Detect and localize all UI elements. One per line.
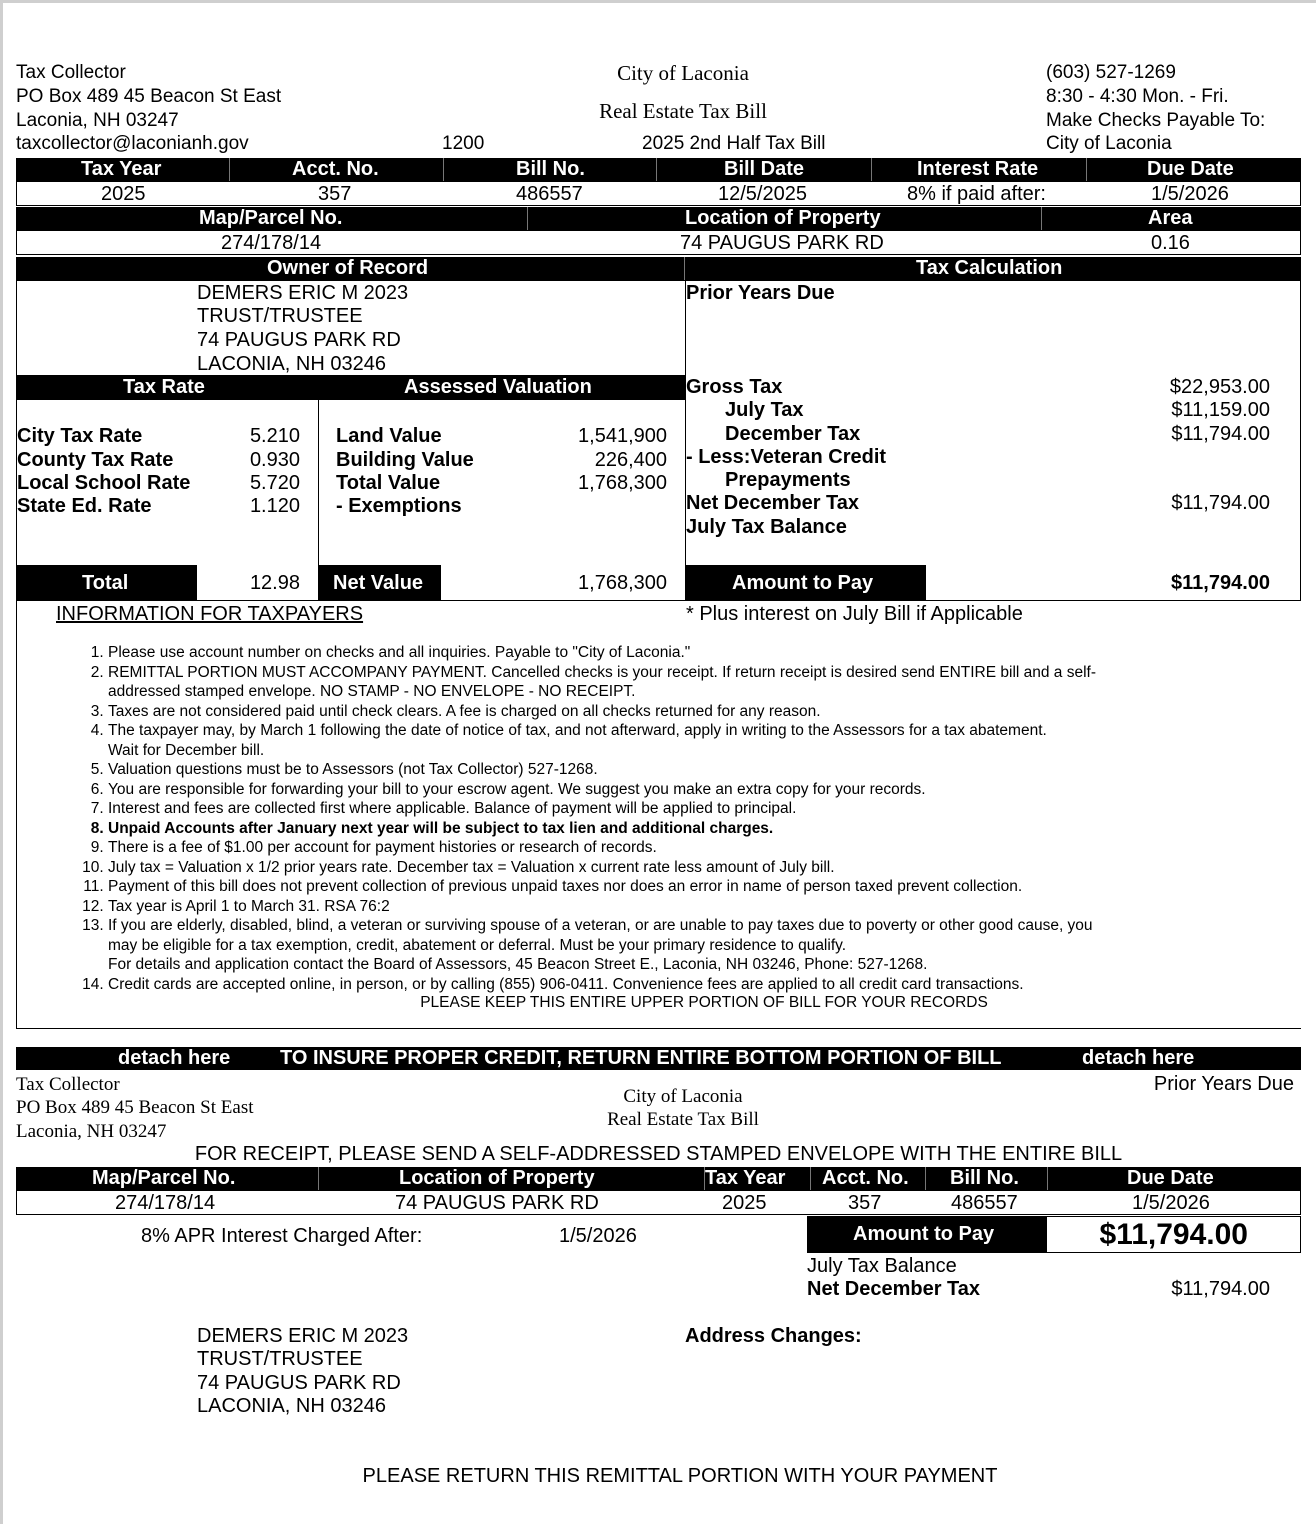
info-item-9: 9. There is a fee of $1.00 per account for payment histories or research of records.: [108, 838, 1118, 858]
bill-no-label: Bill No.: [516, 158, 585, 180]
prior-years-due-label: Prior Years Due: [686, 282, 835, 304]
owner-calc-header-bar: [16, 257, 1301, 280]
address-changes-label: Address Changes:: [685, 1325, 862, 1347]
tax-rate-total-bar: [16, 565, 197, 601]
info-item-13-details: For details and application contact the Board of Assessors, 45 Beacon Street E., Laconia, NH 03246, Phone: 527-1268.: [108, 956, 928, 973]
detach-instruction: TO INSURE PROPER CREDIT, RETURN ENTIRE BOTTOM PORTION OF BILL: [280, 1047, 1002, 1069]
land-value-value: 1,541,900: [578, 425, 667, 447]
info-item-12: 12. Tax year is April 1 to March 31. RSA 76:2: [108, 897, 1118, 917]
stub-bill-type: Real Estate Tax Bill: [607, 1109, 759, 1130]
net-december-tax-label: Net December Tax: [686, 492, 860, 514]
gross-tax-label: Gross Tax: [686, 376, 783, 398]
interest-rate-value: 8% if paid after:: [907, 183, 1046, 205]
payable-to-name: City of Laconia: [1046, 133, 1172, 154]
july-tax-balance-label: July Tax Balance: [686, 516, 847, 538]
info-item-7: 7. Interest and fees are collected first where applicable. Balance of payment will be applied to principal.: [108, 799, 1118, 819]
building-value-value: 226,400: [594, 449, 667, 471]
detach-left: detach here: [118, 1047, 231, 1069]
city-title: City of Laconia: [617, 61, 749, 85]
stub-amount-value: $11,794.00: [1099, 1218, 1248, 1251]
office-phone: (603) 527-1269: [1046, 62, 1176, 83]
rate-valuation-header-bar: [16, 376, 685, 399]
state-ed-rate-value: 1.120: [249, 495, 300, 517]
july-tax-label: July Tax: [725, 399, 804, 421]
info-item-2: 2. REMITTAL PORTION MUST ACCOMPANY PAYMENT. Cancelled checks is your receipt. If return receipt is desired send ENTIRE bill and a self-addressed stamped envelope. NO STAMP - NO ENVELOPE - NO RECEIPT.: [108, 663, 1118, 702]
info-item-11: 11. Payment of this bill does not prevent collection of previous unpaid taxes nor does an error in name of person taxed prevent collection.: [108, 877, 1118, 897]
stub-receipt-note: FOR RECEIPT, PLEASE SEND A SELF-ADDRESSED STAMPED ENVELOPE WITH THE ENTIRE BILL: [194, 1143, 1123, 1165]
stub-bill-no-value: 486557: [951, 1192, 1018, 1214]
land-value-label: Land Value: [336, 425, 442, 447]
stub-due-date-value: 1/5/2026: [1132, 1192, 1210, 1214]
stub-collector-city: Laconia, NH 03247: [16, 1121, 167, 1142]
collector-email[interactable]: taxcollector@laconianh.gov: [16, 133, 249, 154]
stub-city-title: City of Laconia: [623, 1086, 743, 1107]
tax-year-label: Tax Year: [81, 158, 162, 180]
bill-date-label: Bill Date: [724, 158, 805, 180]
city-tax-rate-value: 5.210: [249, 425, 300, 447]
area-label: Area: [1148, 207, 1193, 229]
local-school-rate-label: Local School Rate: [17, 472, 191, 494]
gross-tax-value: $22,953.00: [1169, 376, 1270, 398]
stub-owner-line-4: LACONIA, NH 03246: [197, 1395, 386, 1417]
location-label: Location of Property: [685, 207, 881, 229]
stub-due-date-label: Due Date: [1127, 1167, 1214, 1189]
map-parcel-label: Map/Parcel No.: [199, 207, 343, 229]
stub-owner-line-2: TRUST/TRUSTEE: [197, 1348, 363, 1370]
stub-map-parcel-label: Map/Parcel No.: [92, 1167, 236, 1189]
owner-line-3: 74 PAUGUS PARK RD: [197, 329, 401, 351]
bill-type-title: Real Estate Tax Bill: [599, 99, 767, 123]
stub-owner-line-3: 74 PAUGUS PARK RD: [197, 1372, 401, 1394]
owner-line-4: LACONIA, NH 03246: [197, 353, 386, 375]
december-tax-label: December Tax: [725, 423, 861, 445]
total-value-value: 1,768,300: [578, 472, 667, 494]
collector-name: Tax Collector: [16, 62, 126, 83]
stub-location-label: Location of Property: [399, 1167, 595, 1189]
info-item-13: [108, 916, 1118, 975]
net-value-label: Net Value: [333, 572, 424, 594]
due-date-value: 1/5/2026: [1151, 183, 1229, 205]
building-value-label: Building Value: [336, 449, 474, 471]
owner-line-1: DEMERS ERIC M 2023: [197, 282, 409, 304]
info-item-14: 14. Credit cards are accepted online, in person, or by calling (855) 906-0411. Convenience fees are applied to all credit card transactions.: [108, 975, 1118, 995]
collector-address: PO Box 489 45 Beacon St East: [16, 86, 282, 107]
info-item-3: 3. Taxes are not considered paid until check clears. A fee is charged on all checks returned for any reason.: [108, 702, 1118, 722]
tax-rate-total-value: 12.98: [249, 572, 300, 594]
bill-no-value: 486557: [516, 183, 583, 205]
exemptions-label: - Exemptions: [336, 495, 462, 517]
owner-label: Owner of Record: [267, 257, 429, 279]
total-value-label: Total Value: [336, 472, 441, 494]
amount-to-pay-label: Amount to Pay: [732, 572, 874, 594]
stub-prior-years-due: Prior Years Due: [1153, 1073, 1294, 1095]
due-date-label: Due Date: [1147, 158, 1234, 180]
assessed-valuation-label: Assessed Valuation: [404, 376, 592, 398]
county-tax-rate-label: County Tax Rate: [17, 449, 174, 471]
detach-right: detach here: [1082, 1047, 1195, 1069]
keep-note: PLEASE KEEP THIS ENTIRE UPPER PORTION OF BILL FOR YOUR RECORDS: [420, 994, 988, 1011]
stub-net-december-tax-label: Net December Tax: [807, 1278, 981, 1300]
stub-location-value: 74 PAUGUS PARK RD: [395, 1192, 599, 1214]
acct-no-label: Acct. No.: [292, 158, 379, 180]
stub-acct-no-value: 357: [848, 1192, 882, 1214]
stub-acct-no-label: Acct. No.: [822, 1167, 909, 1189]
info-item-6: 6. You are responsible for forwarding your bill to your escrow agent. We suggest you make an extra copy for your records.: [108, 780, 1118, 800]
interest-note: * Plus interest on July Bill if Applicable: [686, 603, 1023, 625]
bill-code: 1200: [442, 133, 485, 154]
info-item-4: 4. The taxpayer may, by March 1 following the date of notice of tax, and not afterward, apply in writing to the Assessors for a tax abatement. Wait for December bill.: [108, 721, 1118, 760]
net-december-tax-value: $11,794.00: [1171, 492, 1270, 514]
area-value: 0.16: [1151, 232, 1190, 254]
page-frame-top: [0, 0, 1316, 3]
stub-amount-label: Amount to Pay: [853, 1223, 995, 1245]
bill-period: 2025 2nd Half Tax Bill: [642, 133, 826, 154]
tax-rate-label: Tax Rate: [123, 376, 205, 398]
prepayments-label: Prepayments: [725, 469, 851, 491]
net-value-bar: [319, 565, 441, 601]
info-item-13-text: If you are elderly, disabled, blind, a veteran or surviving spouse of a veteran, or are unable to pay taxes due to poverty or other good cause, you may be eligible for a tax exemption, credit, abatement or deferral. Must be your primary residence to qualify.: [108, 917, 1093, 954]
info-list: [108, 643, 1118, 994]
detach-bar: [16, 1047, 1301, 1070]
location-value: 74 PAUGUS PARK RD: [680, 232, 884, 254]
veteran-credit-label: - Less:Veteran Credit: [686, 446, 887, 468]
info-item-1: 1. Please use account number on checks and all inquiries. Payable to "City of Laconia.": [108, 643, 1118, 663]
stub-collector-name: Tax Collector: [16, 1074, 120, 1095]
stub-collector-address: PO Box 489 45 Beacon St East: [16, 1097, 254, 1118]
tax-rate-total-label: Total: [82, 572, 129, 594]
collector-city: Laconia, NH 03247: [16, 110, 179, 131]
bill-date-value: 12/5/2025: [718, 183, 807, 205]
stub-header-bar: [16, 1167, 1301, 1190]
map-parcel-value: 274/178/14: [221, 232, 322, 254]
amount-to-pay-bar: [686, 565, 926, 601]
row1-header-bar: [16, 158, 1301, 181]
row2-header-bar: [16, 207, 1301, 230]
stub-interest-label: 8% APR Interest Charged After:: [141, 1225, 423, 1247]
page-frame-left: [0, 0, 3, 1524]
local-school-rate-value: 5.720: [249, 472, 300, 494]
owner-line-2: TRUST/TRUSTEE: [197, 305, 363, 327]
stub-tax-year-value: 2025: [722, 1192, 767, 1214]
net-value-value: 1,768,300: [578, 572, 667, 594]
info-title: INFORMATION FOR TAXPAYERS: [56, 603, 364, 625]
row2-values: [16, 230, 1301, 255]
info-item-8: 8. Unpaid Accounts after January next year will be subject to tax lien and additional charges.: [108, 819, 1118, 839]
stub-owner-line-1: DEMERS ERIC M 2023: [197, 1325, 409, 1347]
row1-values: [16, 181, 1301, 206]
stub-map-parcel-value: 274/178/14: [115, 1192, 216, 1214]
stub-interest-date: 1/5/2026: [559, 1225, 637, 1247]
payable-to-label: Make Checks Payable To:: [1046, 110, 1266, 131]
stub-amount-bar: [807, 1216, 1047, 1253]
office-hours: 8:30 - 4:30 Mon. - Fri.: [1046, 86, 1229, 107]
info-item-10: 10. July tax = Valuation x 1/2 prior years rate. December tax = Valuation x current rate less amount of July bill.: [108, 858, 1118, 878]
return-note: PLEASE RETURN THIS REMITTAL PORTION WITH YOUR PAYMENT: [362, 1465, 998, 1487]
county-tax-rate-value: 0.930: [249, 449, 300, 471]
tax-year-value: 2025: [101, 183, 146, 205]
info-item-5: 5. Valuation questions must be to Assessors (not Tax Collector) 527-1268.: [108, 760, 1118, 780]
stub-tax-year-label: Tax Year: [705, 1167, 786, 1189]
july-tax-value: $11,159.00: [1171, 399, 1270, 421]
city-tax-rate-label: City Tax Rate: [17, 425, 143, 447]
december-tax-value: $11,794.00: [1171, 423, 1270, 445]
tax-calc-label: Tax Calculation: [916, 257, 1063, 279]
state-ed-rate-label: State Ed. Rate: [17, 495, 152, 517]
stub-july-tax-balance: July Tax Balance: [807, 1255, 957, 1277]
acct-no-value: 357: [318, 183, 352, 205]
amount-to-pay-value: $11,794.00: [1171, 572, 1270, 594]
interest-rate-label: Interest Rate: [917, 158, 1039, 180]
stub-bill-no-label: Bill No.: [950, 1167, 1019, 1189]
stub-net-december-tax-value: $11,794.00: [1171, 1278, 1270, 1300]
